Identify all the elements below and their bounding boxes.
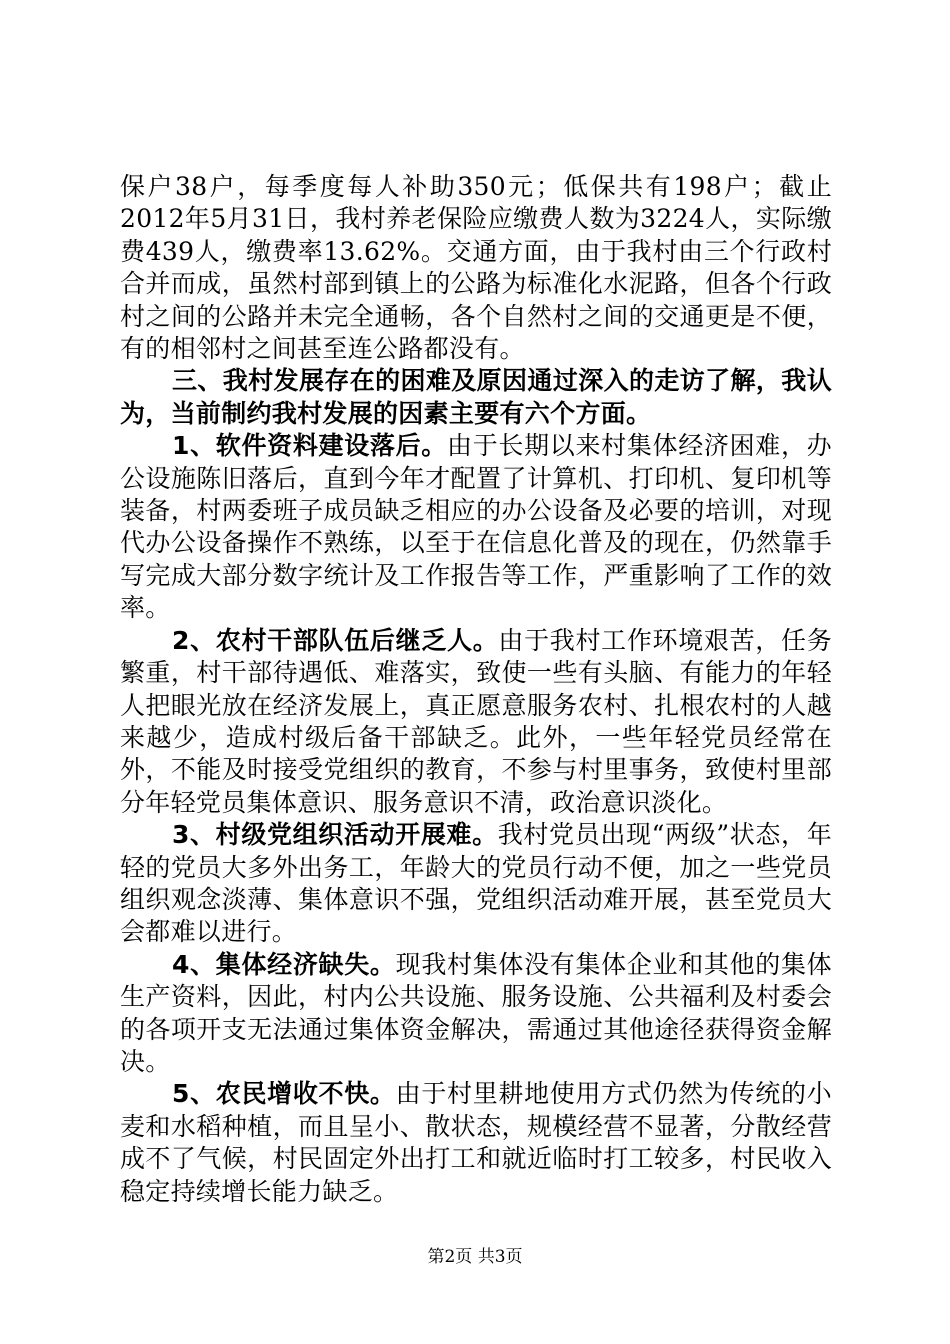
item-heading: 2、农村干部队伍后继乏人。 <box>172 625 499 655</box>
item-heading: 4、集体经济缺失。 <box>172 949 396 979</box>
page-footer: 第2页 共3页 <box>427 1247 523 1267</box>
item-text: 现我村集体没有集体企业和其他的集体生产资料，因此，村内公共设施、服务设施、公共福利及村委会的各项开支无法通过集体资金解决，需通过其他途径获得资金解决。 <box>120 949 832 1076</box>
document-body <box>120 171 832 1208</box>
item-text: 由于长期以来村集体经济困难，办公设施陈旧落后，直到今年才配置了计算机、打印机、复印机等装备，村两委班子成员缺乏相应的办公设备及必要的培训，对现代办公设备操作不熟练，以至于在信息化普及的现在，仍然靠手写完成大部分数字统计及工作报告等工作，严重影响了工作的效率。 <box>120 431 832 623</box>
paragraph-item-1 <box>120 430 832 624</box>
paragraph-item-2 <box>120 625 832 819</box>
item-heading: 5、农民增收不快。 <box>172 1079 396 1109</box>
item-text: 由于村里耕地使用方式仍然为传统的小麦和水稻种植，而且呈小、散状态，规模经营不显著，分散经营成不了气候，村民固定外出打工和就近临时打工较多，村民收入稳定持续增长能力缺乏。 <box>120 1079 832 1206</box>
paragraph-text: 保户38户，每季度每人补助350元；低保共有198户；截止2012年5月31日，我村养老保险应缴费人数为3224人，实际缴费439人，缴费率13.62%。交通方面，由于我村由三个行政村合并而成，虽然村部到镇上的公路为标准化水泥路，但各个行政村之间的公路并未完全通畅，各个自然村之间的交通更是不便，有的相邻村之间甚至连公路都没有。 <box>120 172 832 364</box>
section-heading-difficulties <box>120 365 832 430</box>
paragraph-item-5 <box>120 1078 832 1208</box>
item-heading: 3、村级党组织活动开展难。 <box>172 820 498 850</box>
item-heading: 1、软件资料建设落后。 <box>172 431 447 461</box>
item-text: 我村党员出现“两级”状态，年轻的党员大多外出务工，年龄大的党员行动不便，加之一些党员组织观念淡薄、集体意识不强，党组织活动难开展，甚至党员大会都难以进行。 <box>120 820 832 947</box>
section-heading-text: 三、我村发展存在的困难及原因通过深入的走访了解，我认为，当前制约我村发展的因素主要有六个方面。 <box>120 366 832 428</box>
paragraph-social-security-and-transport <box>120 171 832 365</box>
paragraph-item-4 <box>120 949 832 1079</box>
item-text: 由于我村工作环境艰苦，任务繁重，村干部待遇低、难落实，致使一些有头脑、有能力的年轻人把眼光放在经济发展上，真正愿意服务农村、扎根农村的人越来越少，造成村级后备干部缺乏。此外，一些年轻党员经常在外，不能及时接受党组织的教育，不参与村里事务，致使村里部分年轻党员集体意识、服务意识不清，政治意识淡化。 <box>120 625 832 817</box>
paragraph-item-3 <box>120 819 832 949</box>
